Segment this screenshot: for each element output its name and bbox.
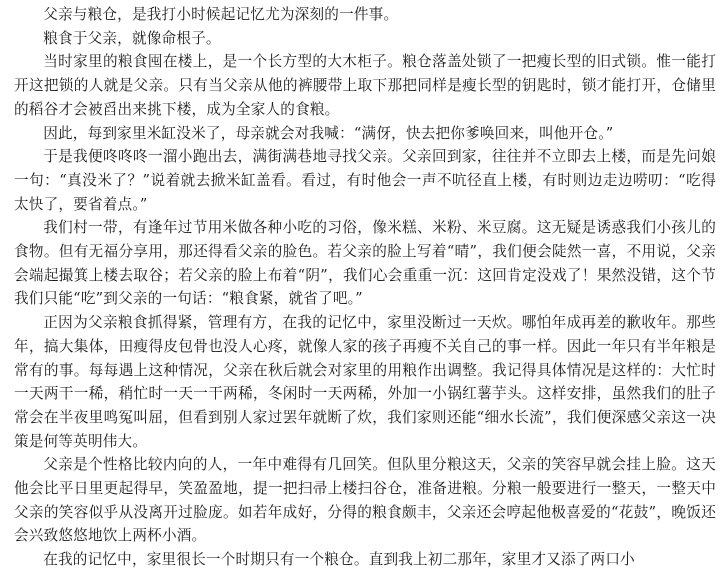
paragraph: 当时家里的粮食囤在楼上，是一个长方型的大木柜子。粮仓落盖处锁了一把瘦长型的旧式锁。惟一能打开这把锁的人就是父亲。只有当父亲从他的裤腰带上取下那把同样是瘦长型的钥匙时，锁才能打开，仓储里的稻谷才会被舀出来挑下楼，成为全家人的食粮。: [14, 53, 716, 118]
paragraph: 因此，每到家里米缸没米了，母亲就会对我喊：“满伢，快去把你爹唤回来，叫他开仓。”: [43, 124, 614, 142]
paragraph: 我们村一带，有逢年过节用米做各种小吃的习俗，像米糕、米粉、米豆腐。这无疑是诱惑我们小孩儿的食物。但有无福分享用，那还得看父亲的脸色。若父亲的脸上写着“晴”，我们便会陡然一喜，不用说，父亲会端起撮箕上楼去取谷；若父亲的脸上布着“阴”，我们心会重重一沉：这回肯定没戏了！果然没错，这个节我们只能“吃”到父亲的一句话：“粮食紧，就省了吧。”: [14, 219, 716, 308]
paragraph: 在我的记忆中，家里很长一个时期只有一个粮仓。直到我上初二那年，家里才又添了两口小: [43, 551, 635, 569]
paragraph: 正因为父亲粮食抓得紧，管理有方，在我的记忆中，家里没断过一天炊。哪怕年成再差的歉收年。那些年，搞大集体，田瘦得皮包骨也没人心疼，就像人家的孩子再瘦不关自己的事一样。因此一年只有半年粮是常有的事。每每遇上这种情况，父亲在秋后就会对家里的用粮作出调整。我记得具体情况是这样的：大忙时一天两干一稀，稍忙时一天一干两稀，冬闲时一天两稀，外加一小锅红薯芋头。这样安排，虽然我们的肚子常会在半夜里鸣冤叫屈，但看到别人家过罢年就断了炊，我们家则还能“细水长流”，我们便深感父亲这一决策是何等英明伟大。: [14, 314, 716, 450]
paragraph: 粮食于父亲，就像命根子。: [43, 29, 221, 47]
paragraph: 父亲是个性格比较内向的人，一年中难得有几回笑。但队里分粮这天，父亲的笑容早就会挂上脸。这天他会比平日里更起得早，笑盈盈地，提一把扫帚上楼扫谷仓，准备进粮。分粮一般要进行一整天，一整天中父亲的笑容似乎从没离开过脸庞。如若年成好，分得的粮食颇丰，父亲还会哼起他极喜爱的“花鼓”，晚饭还会兴致悠悠地饮上两杯小酒。: [14, 456, 716, 545]
paragraph: 于是我便咚咚咚一溜小跑出去，满街满巷地寻找父亲。父亲回到家，往往并不立即去上楼，而是先问娘一句：“真没米了？”说着就去掀米缸盖看。看过，有时他会一声不吭径直上楼，有时则边走边唠叨：“吃得太快了，要省着点。”: [14, 148, 716, 213]
paragraph: 父亲与粮仓，是我打小时候起记忆尤为深刻的一件事。: [43, 6, 399, 23]
